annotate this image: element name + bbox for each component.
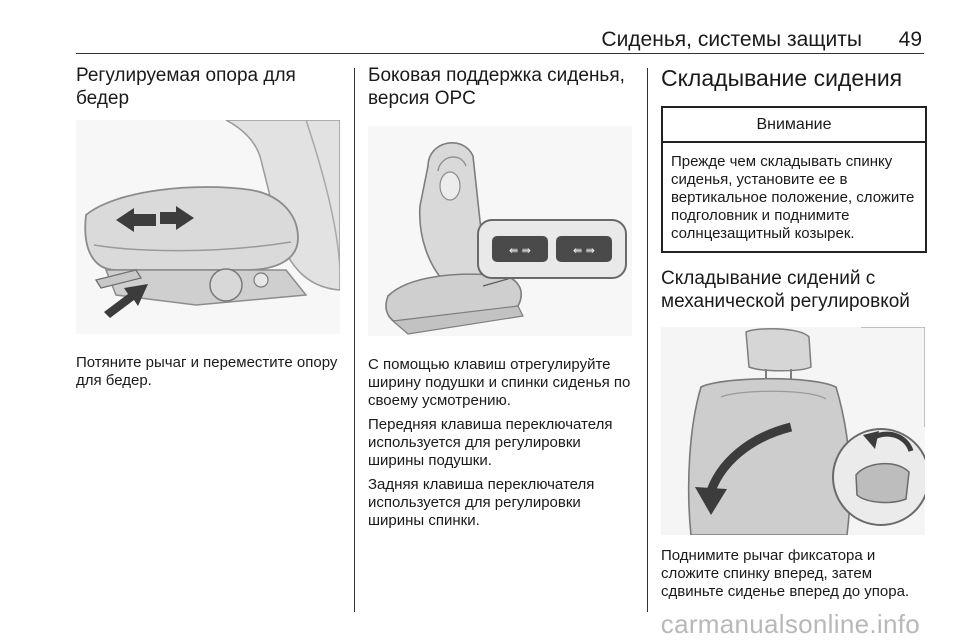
svg-text:⇚ ⇛: ⇚ ⇛ <box>573 244 595 257</box>
svg-text:⇚ ⇛: ⇚ ⇛ <box>509 244 531 257</box>
side-support-paragraph-1: С помощью клавиш отрегулируйте ширину подушки и спинки сиденья по своему усмотрению. <box>368 356 631 409</box>
seat-folding-illustration <box>661 327 925 535</box>
warning-box <box>661 106 927 253</box>
side-support-paragraph-3: Задняя клавиша переключателя используется для регулировки ширины спинки. <box>368 476 595 529</box>
page-number: 49 <box>898 28 922 51</box>
column-thigh-support <box>76 64 342 390</box>
warning-title: Внимание <box>663 108 925 143</box>
side-support-paragraph-2: Передняя клавиша переключателя используется для регулировки ширины подушки. <box>368 416 613 469</box>
thigh-support-illustration <box>76 120 340 334</box>
header-rule <box>76 53 924 54</box>
column-seat-folding <box>661 64 927 601</box>
column-side-support <box>368 64 634 530</box>
warning-text: Прежде чем складывать спинку сиденья, установите ее в вертикальное положение, сложите подголовник и поднимите солнцезащитный козырек. <box>671 153 915 242</box>
subheading-manual-folding: Складывание сидений с механической регулировкой <box>661 268 910 312</box>
section-heading-seat-folding: Складывание сидения <box>661 65 903 91</box>
column-divider-left <box>354 68 355 612</box>
running-header-title: Сиденья, системы защиты <box>601 28 862 51</box>
section-heading-thigh-support: Регулируемая опора для бедер <box>76 65 296 109</box>
thigh-support-caption: Потяните рычаг и переместите опору для бедер. <box>76 354 338 389</box>
section-heading-side-support: Боковая поддержка сиденья, версия OPC <box>368 65 625 109</box>
watermark: carmanualsonline.info <box>660 609 920 639</box>
seat-folding-caption: Поднимите рычаг фиксатора и сложите спинку вперед, затем сдвиньте сиденье вперед до упора. <box>661 547 910 600</box>
opc-seat-illustration <box>368 126 632 336</box>
column-divider-right <box>647 68 648 612</box>
